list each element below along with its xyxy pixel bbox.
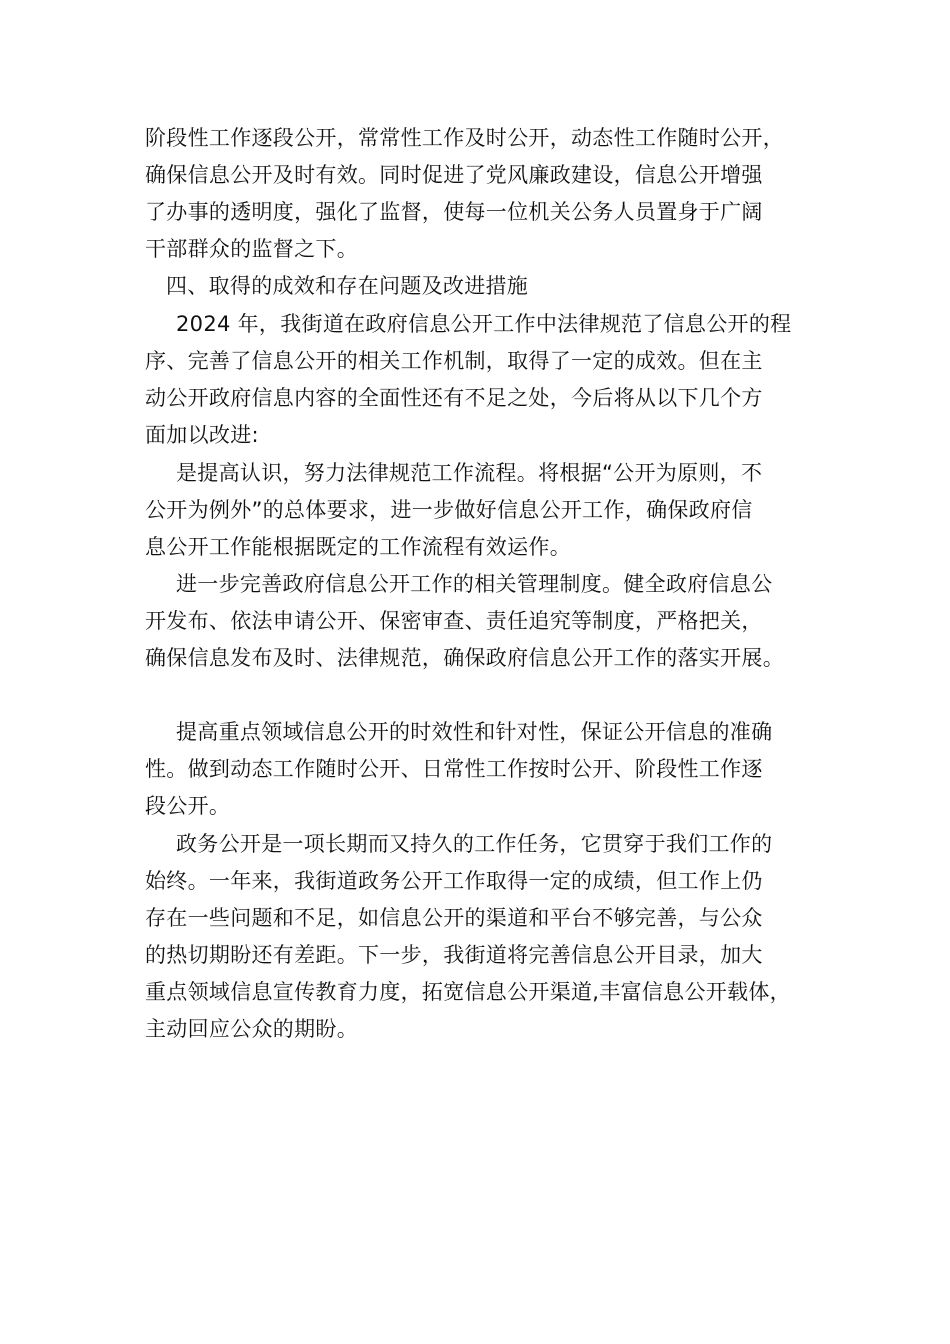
text-line: 公开为例外”的总体要求，进一步做好信息公开工作，确保政府信 (145, 498, 753, 522)
text-line: 是提高认识，努力法律规范工作流程。将根据“公开为原则，不 (176, 461, 763, 485)
text-line: 干部群众的监督之下。 (145, 237, 358, 261)
text-line: 的热切期盼还有差距。下一步，我街道将完善信息公开目录，加大 (145, 943, 763, 967)
text-line: 阶段性工作逐段公开，常常性工作及时公开，动态性工作随时公开， (145, 126, 784, 150)
text-line: 序、完善了信息公开的相关工作机制，取得了一定的成效。但在主 (145, 349, 763, 373)
text-line: 段公开。 (145, 794, 231, 818)
text-line: 始终。一年来，我街道政务公开工作取得一定的成绩，但工作上仍 (145, 869, 763, 893)
text-line: 进一步完善政府信息公开工作的相关管理制度。健全政府信息公 (176, 572, 773, 596)
paragraph-2024 (145, 306, 815, 454)
text-line: 性。做到动态工作随时公开、日常性工作按时公开、阶段性工作逐 (145, 757, 763, 781)
text-line: 重点领域信息宣传教育力度，拓宽信息公开渠道,丰富信息公开载体， (145, 980, 791, 1004)
paragraph-timeliness (145, 714, 815, 825)
paragraph-system (145, 566, 815, 677)
text-line: 存在一些问题和不足，如信息公开的渠道和平台不够完善，与公众 (145, 906, 763, 930)
text-line: 动公开政府信息内容的全面性还有不足之处，今后将从以下几个方 (145, 386, 763, 410)
text-line: 确保信息公开及时有效。同时促进了党风廉政建设，信息公开增强 (145, 163, 763, 187)
text-line: 提高重点领域信息公开的时效性和针对性，保证公开信息的准确 (176, 720, 773, 744)
paragraph-conclusion (145, 826, 815, 1048)
text-line: 确保信息发布及时、法律规范，确保政府信息公开工作的落实开展。 (145, 646, 784, 670)
text-line: 了办事的透明度，强化了监督，使每一位机关公务人员置身于广阔 (145, 200, 763, 224)
text-line: 政务公开是一项长期而又持久的工作任务，它贯穿于我们工作的 (176, 832, 773, 856)
text-line: 开发布、依法申请公开、保密审查、责任追究等制度，严格把关， (145, 609, 763, 633)
text-line: 息公开工作能根据既定的工作流程有效运作。 (145, 535, 571, 559)
heading-text: 四、取得的成效和存在问题及改进措施 (166, 274, 529, 298)
paragraph-continued (145, 120, 815, 268)
section-heading (166, 268, 836, 305)
text-line: 面加以改进: (145, 423, 259, 447)
paragraph-awareness (145, 455, 815, 566)
text-line: 主动回应公众的期盼。 (145, 1017, 358, 1041)
text-line: 2024 年，我街道在政府信息公开工作中法律规范了信息公开的程 (176, 312, 792, 336)
